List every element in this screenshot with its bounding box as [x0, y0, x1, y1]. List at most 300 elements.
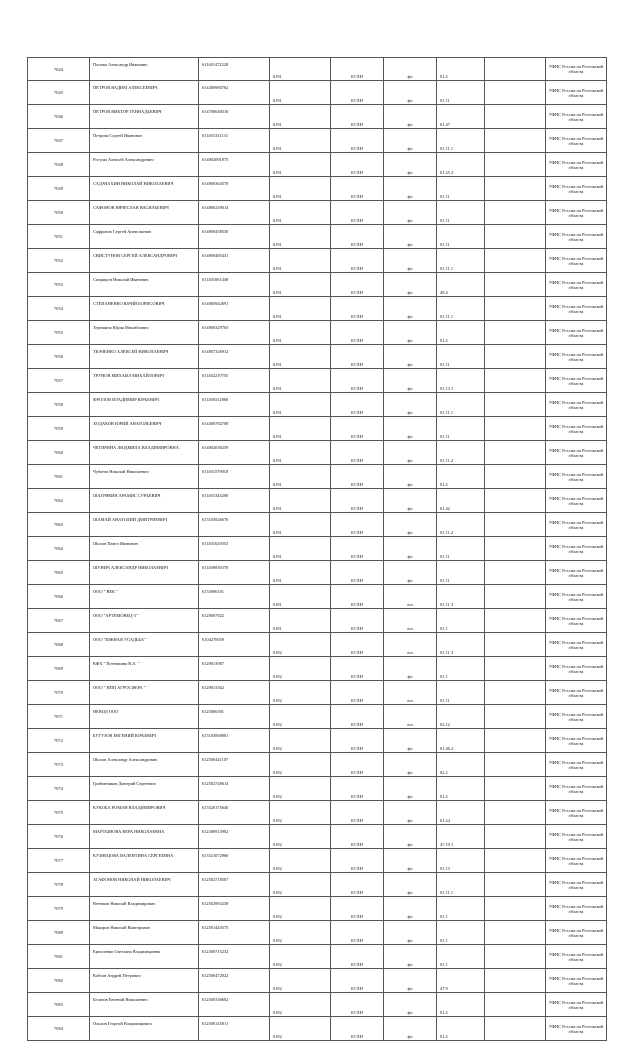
tax-office-cell: УФНС России по Ростовской области: [546, 921, 607, 945]
table-row: [28, 441, 607, 465]
tax-office-cell: УФНС России по Ростовской области: [546, 321, 607, 345]
tax-regime-cell: ЕСХН: [331, 801, 384, 825]
empty-cell: [485, 81, 546, 105]
entity-type-cell: фл: [384, 873, 437, 897]
activity-code-cell: 01.11: [437, 225, 485, 249]
authority-code-cell: 6182: [270, 633, 331, 657]
tax-office-cell: УФНС России по Ростовской области: [546, 297, 607, 321]
activity-code-cell: 01.11.2: [437, 441, 485, 465]
entity-type-cell: фл: [384, 441, 437, 465]
table-row: [28, 801, 607, 825]
entity-type-cell: юл: [384, 633, 437, 657]
authority-code-cell: 6191: [270, 393, 331, 417]
inn-cell: 6104270059: [199, 633, 270, 657]
activity-code-cell: 01.42: [437, 489, 485, 513]
inn-cell: 612500441107: [199, 753, 270, 777]
tax-office-cell: УФНС России по Ростовской области: [546, 417, 607, 441]
tax-office-cell: УФНС России по Ростовской области: [546, 393, 607, 417]
table-row: [28, 585, 607, 609]
activity-code-cell: 01.11.1: [437, 249, 485, 273]
taxpayer-name-cell: ООО " ВЕК ": [90, 585, 199, 609]
table-row: [28, 129, 607, 153]
empty-cell: [485, 105, 546, 129]
table-row: [28, 897, 607, 921]
table-row: [28, 321, 607, 345]
tax-regime-cell: ЕСХН: [331, 993, 384, 1017]
inn-cell: 611401579018: [199, 465, 270, 489]
taxpayer-name-cell: ШУНИЧ АЛЕКСАНДР НИКОЛАЕВИЧ: [90, 561, 199, 585]
table-row: [28, 873, 607, 897]
tax-regime-cell: ЕСХН: [331, 969, 384, 993]
row-number-cell: 7067: [28, 609, 90, 633]
activity-code-cell: 01.2: [437, 465, 485, 489]
tax-office-cell: УФНС России по Ростовской области: [546, 129, 607, 153]
inn-cell: 614400980762: [199, 81, 270, 105]
tax-office-cell: УФНС России по Ростовской области: [546, 369, 607, 393]
activity-code-cell: 01.11: [437, 201, 485, 225]
entity-type-cell: фл: [384, 729, 437, 753]
entity-type-cell: фл: [384, 465, 437, 489]
entity-type-cell: фл: [384, 849, 437, 873]
empty-cell: [485, 321, 546, 345]
empty-cell: [485, 177, 546, 201]
entity-type-cell: фл: [384, 825, 437, 849]
tax-regime-cell: ЕСХН: [331, 321, 384, 345]
taxpayer-name-cell: САДАЧАХИН НИКОЛАЙ НИКОЛАЕВИЧ: [90, 177, 199, 201]
row-number-cell: 7058: [28, 393, 90, 417]
tax-office-cell: УФНС России по Ростовской области: [546, 441, 607, 465]
activity-code-cell: 01.11: [437, 537, 485, 561]
row-number-cell: 7076: [28, 825, 90, 849]
authority-code-cell: 6191: [270, 273, 331, 297]
tax-regime-cell: ЕСХН: [331, 417, 384, 441]
row-number-cell: 7063: [28, 513, 90, 537]
taxpayer-name-cell: Попова Александр Иванович: [90, 58, 199, 81]
empty-cell: [485, 297, 546, 321]
authority-code-cell: 6182: [270, 729, 331, 753]
row-number-cell: 7073: [28, 753, 90, 777]
taxpayer-name-cell: Сафронов Сергей Анатольевич: [90, 225, 199, 249]
tax-office-cell: УФНС России по Ростовской области: [546, 609, 607, 633]
inn-cell: 612500472022: [199, 969, 270, 993]
tax-office-cell: УФНС России по Ростовской области: [546, 153, 607, 177]
inn-cell: 615520175640: [199, 801, 270, 825]
entity-type-cell: фл: [384, 897, 437, 921]
entity-type-cell: фл: [384, 81, 437, 105]
taxpayer-name-cell: ШАГРЯКИН АРАМИС СУРЬЕВИЧ: [90, 489, 199, 513]
tax-regime-cell: ЕСХН: [331, 873, 384, 897]
table-row: [28, 705, 607, 729]
tax-regime-cell: ЕСХН: [331, 345, 384, 369]
empty-cell: [485, 225, 546, 249]
authority-code-cell: 6191: [270, 369, 331, 393]
table-row: [28, 969, 607, 993]
inn-cell: 611401061448: [199, 273, 270, 297]
entity-type-cell: фл: [384, 417, 437, 441]
entity-type-cell: фл: [384, 657, 437, 681]
inn-cell: 611400839378: [199, 561, 270, 585]
table-row: [28, 993, 607, 1017]
entity-type-cell: фл: [384, 1017, 437, 1041]
tax-office-cell: УФНС России по Ростовской области: [546, 969, 607, 993]
row-number-cell: 7047: [28, 129, 90, 153]
authority-code-cell: 6182: [270, 657, 331, 681]
tax-office-cell: УФНС России по Ростовской области: [546, 705, 607, 729]
activity-code-cell: 01.25.2: [437, 153, 485, 177]
tax-regime-cell: ЕСХН: [331, 441, 384, 465]
tax-regime-cell: ЕСХН: [331, 177, 384, 201]
empty-cell: [485, 897, 546, 921]
activity-code-cell: 01.11.1: [437, 873, 485, 897]
table-row: [28, 58, 607, 81]
row-number-cell: 7050: [28, 201, 90, 225]
table-row: [28, 393, 607, 417]
activity-code-cell: 01.11.1: [437, 393, 485, 417]
authority-code-cell: 6191: [270, 58, 331, 81]
row-number-cell: 7078: [28, 873, 90, 897]
tax-regime-cell: ЕСХН: [331, 609, 384, 633]
table-row: [28, 657, 607, 681]
entity-type-cell: фл: [384, 249, 437, 273]
authority-code-cell: 6191: [270, 417, 331, 441]
inn-cell: 614800329765: [199, 321, 270, 345]
table-row: [28, 753, 607, 777]
taxpayer-name-cell: ШАМАЙ АНАТОЛИЙ ДМИТРИЕВИЧ: [90, 513, 199, 537]
empty-cell: [485, 489, 546, 513]
taxpayer-name-cell: МАРТЫНОВА ВЕРА НИКОЛАЕВНА: [90, 825, 199, 849]
entity-type-cell: фл: [384, 58, 437, 81]
entity-type-cell: фл: [384, 201, 437, 225]
row-number-cell: 7048: [28, 153, 90, 177]
row-number-cell: 7066: [28, 585, 90, 609]
inn-cell: 612300913902: [199, 825, 270, 849]
activity-code-cell: 01.2: [437, 58, 485, 81]
tax-regime-cell: ЕСХН: [331, 369, 384, 393]
inn-cell: 611401331131: [199, 129, 270, 153]
entity-type-cell: фл: [384, 129, 437, 153]
table-row: [28, 417, 607, 441]
row-number-cell: 7084: [28, 1017, 90, 1041]
taxpayer-name-cell: КУЗНЕЦОВА ВАЛЕНТИНА СЕРГЕЕВНА: [90, 849, 199, 873]
entity-type-cell: юл: [384, 609, 437, 633]
tax-office-cell: УФНС России по Ростовской области: [546, 993, 607, 1017]
row-number-cell: 7074: [28, 777, 90, 801]
table-row: [28, 297, 607, 321]
empty-cell: [485, 393, 546, 417]
tax-regime-cell: ЕСХН: [331, 849, 384, 873]
authority-code-cell: 6191: [270, 201, 331, 225]
authority-code-cell: 6191: [270, 81, 331, 105]
empty-cell: [485, 465, 546, 489]
entity-type-cell: фл: [384, 153, 437, 177]
empty-cell: [485, 729, 546, 753]
activity-code-cell: 01.13: [437, 849, 485, 873]
taxpayer-name-cell: Ермоленко Светлана Владимировна: [90, 945, 199, 969]
row-number-cell: 7046: [28, 105, 90, 129]
inn-cell: 611401343200: [199, 489, 270, 513]
authority-code-cell: 6191: [270, 513, 331, 537]
empty-cell: [485, 657, 546, 681]
inn-cell: 611401472228: [199, 58, 270, 81]
row-number-cell: 7081: [28, 945, 90, 969]
taxpayer-name-cell: Ольхов Георгий Владимирович: [90, 1017, 199, 1041]
empty-cell: [485, 129, 546, 153]
empty-cell: [485, 849, 546, 873]
table-row: [28, 537, 607, 561]
tax-regime-cell: ЕСХН: [331, 489, 384, 513]
table-row: [28, 105, 607, 129]
activity-code-cell: 49.4: [437, 273, 485, 297]
row-number-cell: 7052: [28, 249, 90, 273]
tax-office-cell: УФНС России по Ростовской области: [546, 585, 607, 609]
empty-cell: [485, 153, 546, 177]
table-row: [28, 825, 607, 849]
tax-office-cell: УФНС России по Ростовской области: [546, 177, 607, 201]
tax-regime-cell: ЕСХН: [331, 249, 384, 273]
tax-regime-cell: ЕСХН: [331, 465, 384, 489]
authority-code-cell: 6191: [270, 345, 331, 369]
taxpayer-name-cell: БУГУЗОВ ЕВГЕНИЙ ЮРЬЕВИЧ: [90, 729, 199, 753]
authority-code-cell: 6182: [270, 825, 331, 849]
authority-code-cell: 6182: [270, 969, 331, 993]
row-number-cell: 7068: [28, 633, 90, 657]
tax-regime-cell: ЕСХН: [331, 777, 384, 801]
inn-cell: 6125006301: [199, 705, 270, 729]
authority-code-cell: 6182: [270, 921, 331, 945]
taxpayer-name-cell: Петрова Сергей Иванович: [90, 129, 199, 153]
taxpayer-name-cell: ТРУНОВ МИХАИЛ МИХАЙЛОВИЧ: [90, 369, 199, 393]
table-row: [28, 465, 607, 489]
table-row: [28, 945, 607, 969]
taxpayer-name-cell: Терешина Юрия Михайлович: [90, 321, 199, 345]
row-number-cell: 7070: [28, 681, 90, 705]
row-number-cell: 7044: [28, 58, 90, 81]
activity-code-cell: 01.11.1: [437, 129, 485, 153]
inn-cell: 612502748614: [199, 777, 270, 801]
registry-table-body: [28, 58, 607, 1041]
row-number-cell: 7045: [28, 81, 90, 105]
table-row: [28, 345, 607, 369]
taxpayer-name-cell: АГАФОНОВ НИКОЛАЙ НИКОЛАЕВИЧ: [90, 873, 199, 897]
table-row: [28, 633, 607, 657]
tax-regime-cell: ЕСХН: [331, 513, 384, 537]
activity-code-cell: 01.1: [437, 609, 485, 633]
empty-cell: [485, 945, 546, 969]
activity-code-cell: 01.1: [437, 945, 485, 969]
taxpayer-name-cell: ФРОЛОВ ВЛАДИМИР ЮРЬЕВИЧ: [90, 393, 199, 417]
inn-cell: 612502983238: [199, 897, 270, 921]
row-number-cell: 7057: [28, 369, 90, 393]
authority-code-cell: 6182: [270, 897, 331, 921]
activity-code-cell: 01.2: [437, 321, 485, 345]
table-row: [28, 273, 607, 297]
empty-cell: [485, 201, 546, 225]
row-number-cell: 7071: [28, 705, 90, 729]
inn-cell: 612500145811: [199, 1017, 270, 1041]
activity-code-cell: 01.11.1: [437, 297, 485, 321]
row-number-cell: 7059: [28, 417, 90, 441]
row-number-cell: 7082: [28, 969, 90, 993]
entity-type-cell: фл: [384, 537, 437, 561]
tax-regime-cell: ЕСХН: [331, 945, 384, 969]
row-number-cell: 7065: [28, 561, 90, 585]
inn-cell: 613521072966: [199, 849, 270, 873]
empty-cell: [485, 249, 546, 273]
empty-cell: [485, 1017, 546, 1041]
tax-regime-cell: ЕСХН: [331, 81, 384, 105]
empty-cell: [485, 58, 546, 81]
authority-code-cell: 6182: [270, 873, 331, 897]
tax-office-cell: УФНС России по Ростовской области: [546, 58, 607, 81]
tax-office-cell: УФНС России по Ростовской области: [546, 873, 607, 897]
tax-regime-cell: ЕСХН: [331, 297, 384, 321]
authority-code-cell: 6191: [270, 561, 331, 585]
entity-type-cell: фл: [384, 753, 437, 777]
authority-code-cell: 6182: [270, 849, 331, 873]
empty-cell: [485, 825, 546, 849]
registry-table: [27, 57, 607, 1041]
taxpayer-name-cell: ООО "АРТЕМОВЕЦ-3": [90, 609, 199, 633]
authority-code-cell: 6182: [270, 801, 331, 825]
tax-regime-cell: ЕСХН: [331, 705, 384, 729]
inn-cell: 612500336602: [199, 993, 270, 1017]
activity-code-cell: 01.11: [437, 177, 485, 201]
entity-type-cell: фл: [384, 561, 437, 585]
table-row: [28, 849, 607, 873]
tax-office-cell: УФНС России по Ростовской области: [546, 465, 607, 489]
taxpayer-name-cell: НЕВОД ООО: [90, 705, 199, 729]
tax-regime-cell: ЕСХН: [331, 273, 384, 297]
tax-regime-cell: ЕСХН: [331, 585, 384, 609]
activity-code-cell: 01.11: [437, 345, 485, 369]
taxpayer-name-cell: Рогуша Алексей Александрович: [90, 153, 199, 177]
table-row: [28, 369, 607, 393]
tax-regime-cell: ЕСХН: [331, 657, 384, 681]
inn-cell: 611402219755: [199, 369, 270, 393]
tax-office-cell: УФНС России по Ростовской области: [546, 777, 607, 801]
inn-cell: 614800438530: [199, 225, 270, 249]
inn-cell: 6153006101: [199, 585, 270, 609]
taxpayer-name-cell: ХОДАКОВ ЮРИЙ АНАТОЛЬЕВИЧ: [90, 417, 199, 441]
taxpayer-name-cell: СТЕПАНЕНКО ЮРИЙ БОРИСОВИЧ: [90, 297, 199, 321]
authority-code-cell: 6182: [270, 753, 331, 777]
tax-office-cell: УФНС России по Ростовской области: [546, 105, 607, 129]
row-number-cell: 7077: [28, 849, 90, 873]
empty-cell: [485, 705, 546, 729]
authority-code-cell: 6181: [270, 609, 331, 633]
entity-type-cell: фл: [384, 777, 437, 801]
tax-regime-cell: ЕСХН: [331, 825, 384, 849]
activity-code-cell: 01.13.1: [437, 369, 485, 393]
tax-regime-cell: ЕСХН: [331, 58, 384, 81]
table-row: [28, 177, 607, 201]
inn-cell: 614807326912: [199, 345, 270, 369]
inn-cell: 614400782708: [199, 417, 270, 441]
table-row: [28, 921, 607, 945]
taxpayer-name-cell: ПЕТРОВ ВИКТОР ГЕННАДЬЕВИЧ: [90, 105, 199, 129]
taxpayer-name-cell: ООО " НПП АГРОСФЕРА ": [90, 681, 199, 705]
entity-type-cell: фл: [384, 945, 437, 969]
activity-code-cell: 47.9: [437, 969, 485, 993]
row-number-cell: 7049: [28, 177, 90, 201]
empty-cell: [485, 633, 546, 657]
empty-cell: [485, 681, 546, 705]
tax-regime-cell: ЕСХН: [331, 753, 384, 777]
authority-code-cell: 6191: [270, 249, 331, 273]
empty-cell: [485, 513, 546, 537]
empty-cell: [485, 921, 546, 945]
activity-code-cell: 02.2: [437, 753, 485, 777]
entity-type-cell: фл: [384, 177, 437, 201]
table-row: [28, 225, 607, 249]
tax-office-cell: УФНС России по Ростовской области: [546, 537, 607, 561]
row-number-cell: 7064: [28, 537, 90, 561]
table-row: [28, 729, 607, 753]
taxpayer-name-cell: ЧЕГИРИНА ЛЮДМИЛА ВЛАДИМИРОВНА: [90, 441, 199, 465]
activity-code-cell: 01.11: [437, 81, 485, 105]
activity-code-cell: 01.2: [437, 777, 485, 801]
entity-type-cell: фл: [384, 969, 437, 993]
empty-cell: [485, 969, 546, 993]
authority-code-cell: 6181: [270, 585, 331, 609]
entity-type-cell: фл: [384, 297, 437, 321]
tax-office-cell: УФНС России по Ростовской области: [546, 249, 607, 273]
empty-cell: [485, 537, 546, 561]
inn-cell: 612501443575: [199, 921, 270, 945]
row-number-cell: 7080: [28, 921, 90, 945]
taxpayer-name-cell: Шилов Павел Иванович: [90, 537, 199, 561]
activity-code-cell: 47.19.1: [437, 825, 485, 849]
activity-code-cell: 01.11: [437, 417, 485, 441]
authority-code-cell: 6182: [270, 945, 331, 969]
activity-code-cell: 01.46.2: [437, 729, 485, 753]
row-number-cell: 7056: [28, 345, 90, 369]
tax-office-cell: УФНС России по Ростовской области: [546, 729, 607, 753]
entity-type-cell: фл: [384, 921, 437, 945]
table-row: [28, 201, 607, 225]
empty-cell: [485, 417, 546, 441]
activity-code-cell: 01.11.3: [437, 585, 485, 609]
row-number-cell: 7075: [28, 801, 90, 825]
table-row: [28, 81, 607, 105]
activity-code-cell: 01.2: [437, 1017, 485, 1041]
tax-office-cell: УФНС России по Ростовской области: [546, 225, 607, 249]
row-number-cell: 7079: [28, 897, 90, 921]
empty-cell: [485, 801, 546, 825]
tax-regime-cell: ЕСХН: [331, 561, 384, 585]
tax-regime-cell: ЕСХН: [331, 921, 384, 945]
authority-code-cell: 6182: [270, 705, 331, 729]
taxpayer-name-cell: Спиридон Николай Иванович: [90, 273, 199, 297]
tax-regime-cell: ЕСХН: [331, 729, 384, 753]
entity-type-cell: юл: [384, 681, 437, 705]
table-row: [28, 513, 607, 537]
tax-office-cell: УФНС России по Ростовской области: [546, 81, 607, 105]
inn-cell: 614700648316: [199, 105, 270, 129]
row-number-cell: 7083: [28, 993, 90, 1017]
taxpayer-name-cell: Чубатов Николай Николаевич: [90, 465, 199, 489]
authority-code-cell: 6191: [270, 441, 331, 465]
authority-code-cell: 6191: [270, 225, 331, 249]
row-number-cell: 7053: [28, 273, 90, 297]
activity-code-cell: 01.1: [437, 897, 485, 921]
entity-type-cell: фл: [384, 393, 437, 417]
tax-office-cell: УФНС России по Ростовской области: [546, 561, 607, 585]
table-row: [28, 777, 607, 801]
tax-office-cell: УФНС России по Ростовской области: [546, 897, 607, 921]
inn-cell: 612502718507: [199, 873, 270, 897]
inn-cell: 6129013987: [199, 657, 270, 681]
